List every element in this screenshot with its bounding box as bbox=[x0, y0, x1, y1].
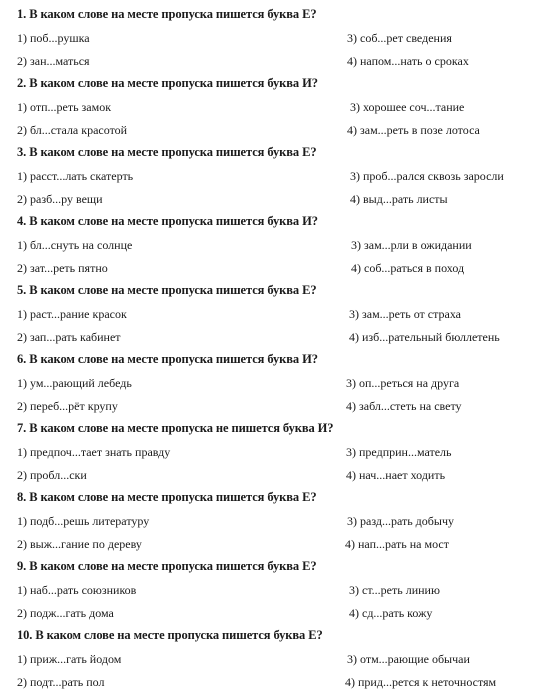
question-8 bbox=[0, 483, 541, 551]
question-title: 9. В каком слове на месте пропуска пишется буква Е? bbox=[17, 559, 317, 573]
question-1 bbox=[0, 0, 541, 68]
question-4 bbox=[0, 207, 541, 275]
option-2: 2) пробл...ски bbox=[17, 468, 87, 482]
question-title: 1. В каком слове на месте пропуска пишется буква Е? bbox=[17, 7, 317, 21]
option-4: 4) прид...рется к неточностям bbox=[345, 675, 497, 689]
question-title: 8. В каком слове на месте пропуска пишется буква Е? bbox=[17, 490, 317, 504]
question-title: 6. В каком слове на месте пропуска пишется буква И? bbox=[17, 352, 318, 366]
option-1: 1) наб...рать союзников bbox=[17, 583, 137, 597]
option-1: 1) раст...рание красок bbox=[17, 307, 127, 321]
option-2: 2) зат...реть пятно bbox=[17, 261, 108, 275]
question-5 bbox=[0, 276, 541, 344]
option-3: 3) проб...рался сквозь заросли bbox=[350, 169, 504, 183]
option-4: 4) выд...рать листы bbox=[350, 192, 448, 206]
option-4: 4) напом...нать о сроках bbox=[347, 54, 469, 68]
question-title: 10. В каком слове на месте пропуска пишется буква Е? bbox=[17, 628, 323, 642]
question-7 bbox=[0, 414, 541, 482]
option-3: 3) разд...рать добычу bbox=[347, 514, 454, 528]
question-title: 5. В каком слове на месте пропуска пишется буква Е? bbox=[17, 283, 317, 297]
option-3: 3) зам...рли в ожидании bbox=[351, 238, 472, 252]
option-2: 2) зап...рать кабинет bbox=[17, 330, 121, 344]
question-9 bbox=[0, 552, 541, 620]
option-1: 1) приж...гать йодом bbox=[17, 652, 122, 666]
question-6 bbox=[0, 345, 541, 413]
option-1: 1) поб...рушка bbox=[17, 31, 90, 45]
option-2: 2) подт...рать пол bbox=[17, 675, 105, 689]
option-3: 3) соб...рет сведения bbox=[347, 31, 452, 45]
option-1: 1) предпоч...тает знать правду bbox=[17, 445, 171, 459]
option-2: 2) бл...стала красотой bbox=[17, 123, 128, 137]
option-2: 2) подж...гать дома bbox=[17, 606, 114, 620]
option-4: 4) зам...реть в позе лотоса bbox=[347, 123, 480, 137]
option-3: 3) предприн...матель bbox=[346, 445, 452, 459]
option-3: 3) оп...реться на друга bbox=[346, 376, 460, 390]
option-3: 3) ст...реть линию bbox=[349, 583, 440, 597]
option-3: 3) хорошее соч...тание bbox=[350, 100, 465, 114]
option-4: 4) нач...нает ходить bbox=[346, 468, 446, 482]
option-1: 1) расст...лать скатерть bbox=[17, 169, 134, 183]
option-1: 1) подб...решь литературу bbox=[17, 514, 150, 528]
question-title: 3. В каком слове на месте пропуска пишется буква Е? bbox=[17, 145, 317, 159]
option-4: 4) соб...раться в поход bbox=[351, 261, 465, 275]
option-1: 1) ум...рающий лебедь bbox=[17, 376, 132, 390]
option-4: 4) изб...рательный бюллетень bbox=[349, 330, 500, 344]
option-3: 3) зам...реть от страха bbox=[349, 307, 461, 321]
option-4: 4) сд...рать кожу bbox=[349, 606, 433, 620]
option-2: 2) выж...гание по дереву bbox=[17, 537, 142, 551]
option-4: 4) забл...стеть на свету bbox=[346, 399, 462, 413]
option-1: 1) бл...снуть на солнце bbox=[17, 238, 133, 252]
option-1: 1) отп...реть замок bbox=[17, 100, 112, 114]
question-10 bbox=[0, 621, 541, 689]
question-3 bbox=[0, 138, 541, 206]
option-2: 2) зан...маться bbox=[17, 54, 90, 68]
question-title: 2. В каком слове на месте пропуска пишется буква И? bbox=[17, 76, 318, 90]
option-3: 3) отм...рающие обычаи bbox=[347, 652, 470, 666]
question-2 bbox=[0, 69, 541, 137]
option-2: 2) разб...ру вещи bbox=[17, 192, 103, 206]
question-title: 4. В каком слове на месте пропуска пишется буква И? bbox=[17, 214, 318, 228]
option-2: 2) переб...рёт крупу bbox=[17, 399, 118, 413]
option-4: 4) нап...рать на мост bbox=[345, 537, 449, 551]
question-title: 7. В каком слове на месте пропуска не пишется буква И? bbox=[17, 421, 334, 435]
